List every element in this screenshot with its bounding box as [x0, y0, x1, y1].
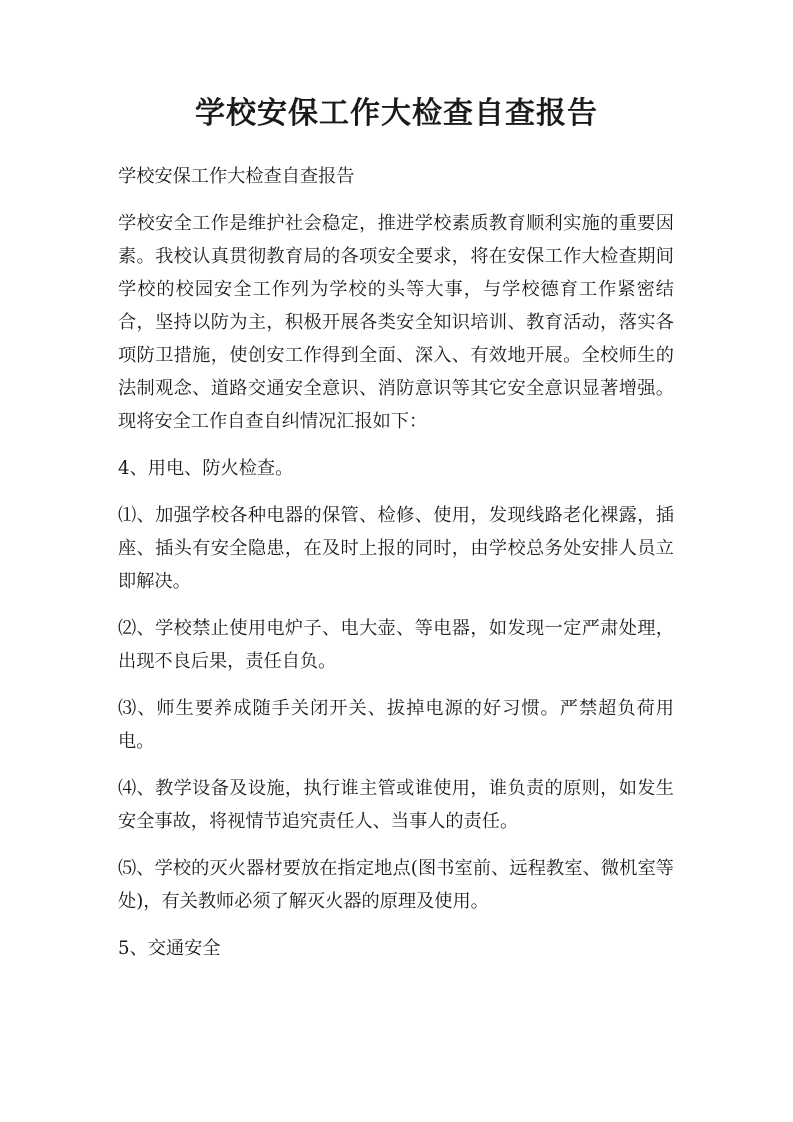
section-heading-electricity-fire: 4、用电、防火检查。 [118, 458, 294, 479]
list-item-1: ⑴、加强学校各种电器的保管、检修、使用，发现线路老化裸露，插座、插头有安全隐患，在及时上报的同时，由学校总务处安排人员立即解决。 [118, 505, 674, 592]
subtitle-paragraph: 学校安保工作大检查自查报告 [118, 166, 355, 187]
list-item-5: ⑸、学校的灭火器材要放在指定地点(图书室前、远程教室、微机室等处)，有关教师必须了解灭火器的原理及使用。 [118, 858, 674, 912]
section-heading-traffic: 5、交通安全 [118, 938, 221, 959]
list-item-4: ⑷、教学设备及设施，执行谁主管或谁使用，谁负责的原则，如发生安全事故，将视情节追究责任人、当事人的责任。 [118, 778, 674, 832]
list-item-3: ⑶、师生要养成随手关闭开关、拔掉电源的好习惯。严禁超负荷用电。 [118, 698, 674, 752]
intro-paragraph: 学校安全工作是维护社会稳定，推进学校素质教育顺利实施的重要因素。我校认真贯彻教育局的各项安全要求，将在安保工作大检查期间学校的校园安全工作列为学校的头等大事，与学校德育工作紧密结合，坚持以防为主，积极开展各类安全知识培训、教育活动，落实各项防卫措施，使创安工作得到全面、深入、有效地开展。全校师生的法制观念、道路交通安全意识、消防意识等其它安全意识显著增强。现将安全工作自查自纠情况汇报如下： [118, 213, 674, 432]
document-title: 学校安保工作大检查自查报告 [195, 96, 598, 131]
document-body [118, 160, 674, 979]
list-item-2: ⑵、学校禁止使用电炉子、电大壶、等电器，如发现一定严肃处理，出现不良后果，责任自负。 [118, 618, 674, 672]
